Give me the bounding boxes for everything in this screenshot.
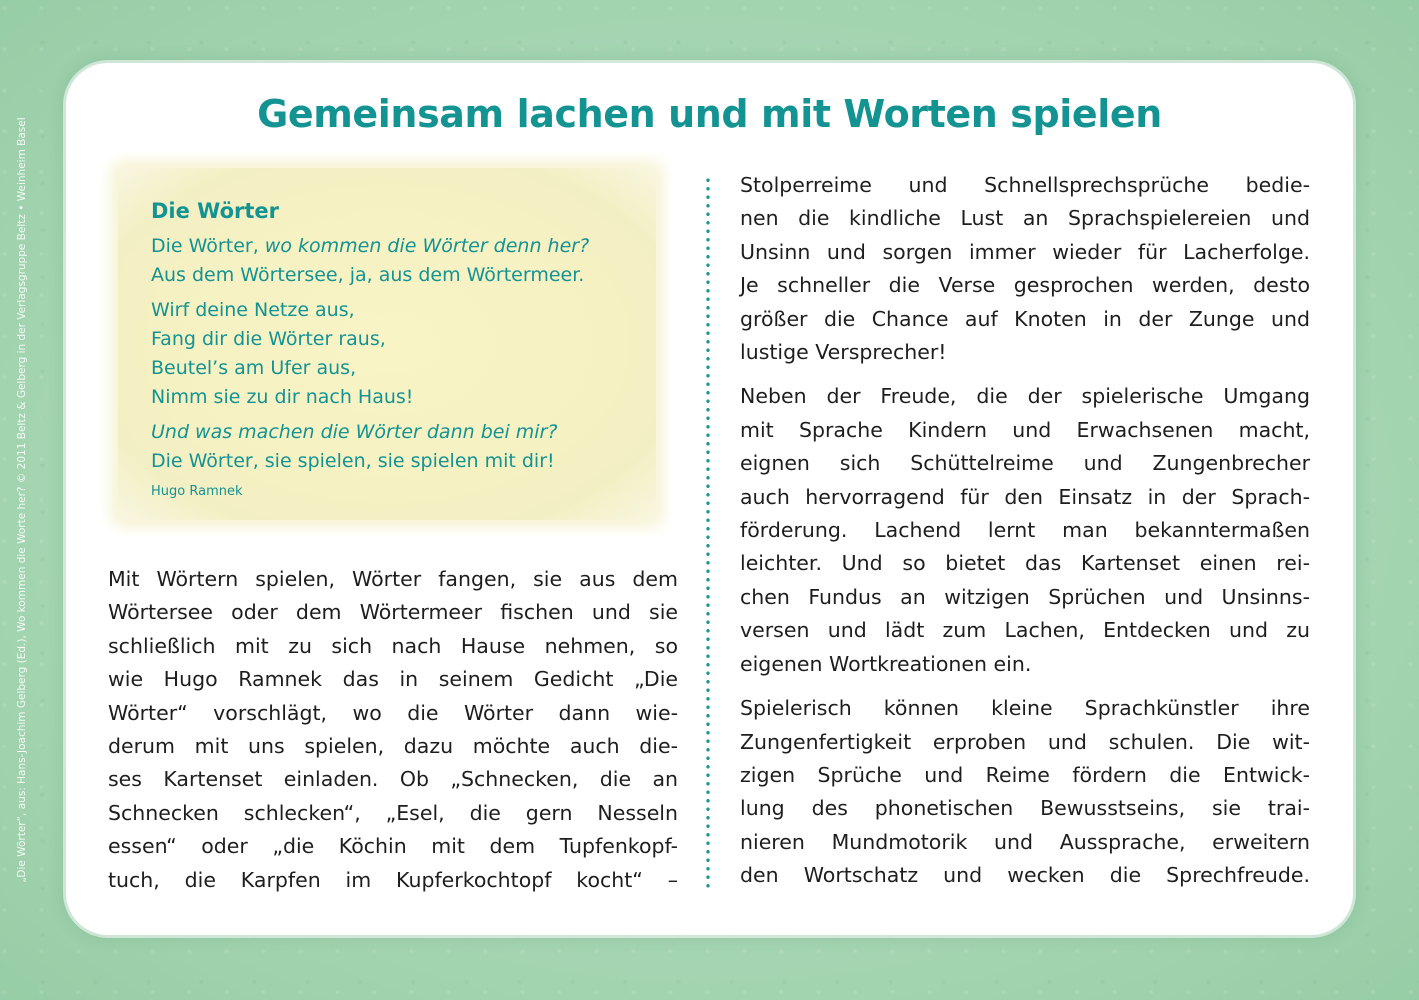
poem-line: Beutel’s am Ufer aus, xyxy=(151,357,357,379)
text-line: zigen Sprüche und Reime fördern die Entwick- xyxy=(740,762,1310,787)
text-line: eigenen Wortkreationen ein. xyxy=(740,651,1032,676)
poem-title: Die Wörter xyxy=(151,199,280,223)
text-line: essen“ oder „die Köchin mit dem Tupfenkopf- xyxy=(108,834,678,859)
text-line: Wörter“ vorschlägt, wo die Wörter dann wie- xyxy=(108,700,678,725)
text-line: nieren Mundmotorik und Aussprache, erweitern xyxy=(740,829,1310,854)
text-line: tuch, die Karpfen im Kupferkochtopf kocht“ – xyxy=(108,867,678,892)
poem-line-plain: Die Wörter, xyxy=(151,235,265,257)
poem-line: Wirf deine Netze aus, xyxy=(151,299,355,321)
text-line: versen und lädt zum Lachen, Entdecken und zu xyxy=(740,618,1310,643)
poem-line: Fang dir die Wörter raus, xyxy=(151,328,386,350)
text-line: leichter. Und so bietet das Kartenset einen rei- xyxy=(740,551,1310,576)
text-line: ses Kartenset einladen. Ob „Schnecken, die an xyxy=(108,767,678,792)
text-line: Mit Wörtern spielen, Wörter fangen, sie aus dem xyxy=(108,567,678,591)
text-line: Unsinn und sorgen immer wieder für Lacherfolge. xyxy=(740,239,1310,264)
poem-line-italic: wo kommen die Wörter denn her? xyxy=(264,235,590,257)
text-line: mit Sprache Kindern und Erwachsenen macht, xyxy=(740,417,1310,442)
text-line: derum mit uns spielen, dazu möchte auch die- xyxy=(108,734,678,759)
text-line: Zungenfertigkeit erproben und schulen. Die wit- xyxy=(740,729,1310,754)
poem-line xyxy=(151,418,651,447)
text-line: lustige Versprecher! xyxy=(740,340,947,365)
text-line: schließlich mit zu sich nach Hause nehmen, so xyxy=(108,633,678,658)
text-line: wie Hugo Ramnek das in seinem Gedicht „Die xyxy=(108,667,678,692)
paragraph-2 xyxy=(740,380,1310,681)
poem-author: Hugo Ramnek xyxy=(151,484,243,499)
poem-stanza-2 xyxy=(151,296,651,412)
poem xyxy=(151,196,651,502)
text-line: lung des phonetischen Bewusstseins, sie trai- xyxy=(740,796,1310,821)
text-line: chen Fundus an witzigen Sprüchen und Unsinns- xyxy=(740,584,1310,609)
page-title: Gemeinsam lachen und mit Worten spielen xyxy=(257,92,1162,136)
copyright-credit: „Die Wörter“, aus: Hans-Joachim Gelberg (Ed.), Wo kommen die Worte her? © 2011 Beltz & Gelberg in der Verlagsgruppe Beltz • Weinheim Basel xyxy=(16,117,28,883)
paragraph-3 xyxy=(740,692,1310,892)
text-line: Schnecken schlecken“, „Esel, die gern Nesseln xyxy=(108,800,678,825)
text-line: auch hervorragend für den Einsatz in der Sprach- xyxy=(740,484,1310,509)
poem-line: Die Wörter, sie spielen, sie spielen mit dir! xyxy=(151,450,555,472)
text-line: eignen sich Schüttelreime und Zungenbrecher xyxy=(740,451,1310,476)
poem-line-italic: Und was machen die Wörter dann bei mir? xyxy=(151,421,558,443)
text-line: Stolperreime und Schnellsprechsprüche bedie- xyxy=(740,173,1310,197)
text-line: den Wortschatz und wecken die Sprechfreude. xyxy=(740,863,1310,888)
poem-line: Aus dem Wörtersee, ja, aus dem Wörtermeer. xyxy=(151,264,585,286)
text-line: nen die kindliche Lust an Sprachspielereien und xyxy=(740,206,1310,231)
poem-stanza-1 xyxy=(151,232,651,290)
poem-line xyxy=(151,232,651,261)
text-line: Wörtersee oder dem Wörtermeer fischen und sie xyxy=(108,600,678,625)
paragraph-1 xyxy=(740,169,1310,369)
text-line: Spielerisch können kleine Sprachkünstler ihre xyxy=(740,696,1310,721)
dotted-column-divider xyxy=(706,176,710,890)
text-line: Neben der Freude, die der spielerische Umgang xyxy=(740,384,1310,409)
intro-paragraph xyxy=(108,563,678,897)
text-line: Je schneller die Verse gesprochen werden, desto xyxy=(740,273,1310,298)
right-column xyxy=(740,169,1310,904)
poem-stanza-3 xyxy=(151,418,651,476)
text-line: förderung. Lachend lernt man bekanntermaßen xyxy=(740,518,1310,543)
text-line: größer die Chance auf Knoten in der Zunge und xyxy=(740,306,1310,331)
poem-line: Nimm sie zu dir nach Haus! xyxy=(151,386,414,408)
